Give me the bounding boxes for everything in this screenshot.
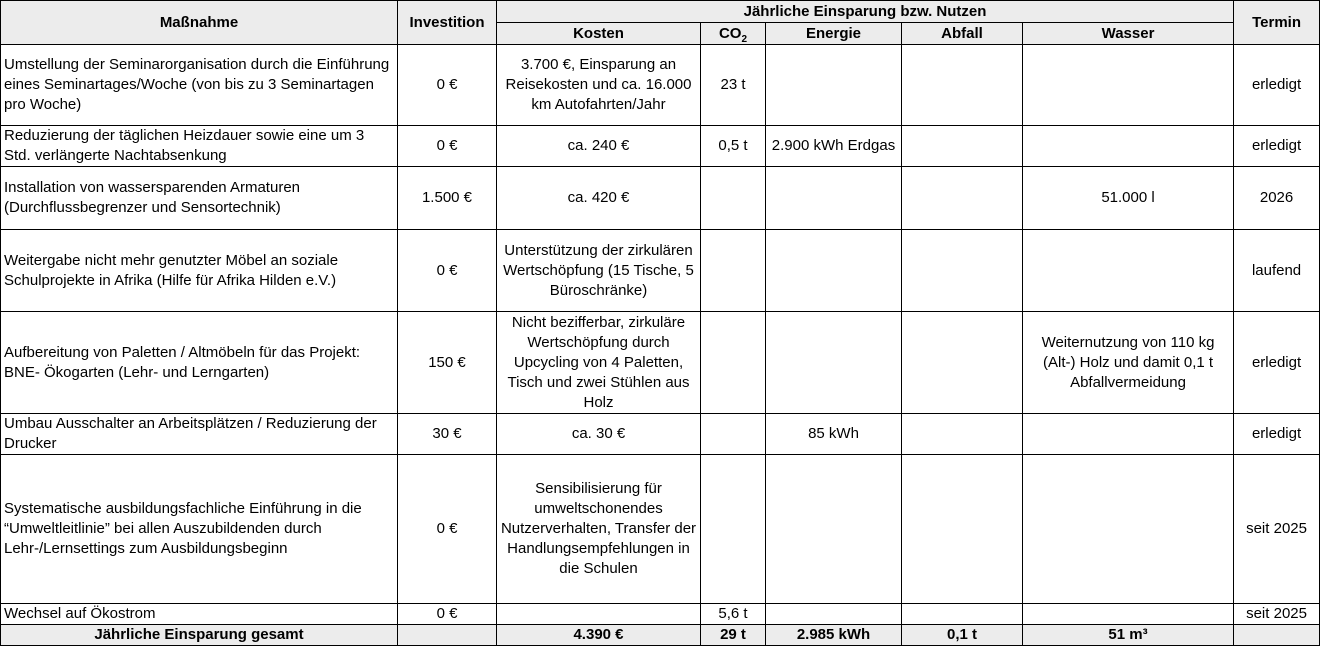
- deadline-cell: seit 2025: [1234, 455, 1320, 604]
- waste-cell: [902, 167, 1023, 230]
- water-cell: [1023, 414, 1234, 455]
- total-investment: [398, 625, 497, 646]
- header-deadline: Termin: [1234, 1, 1320, 45]
- energy-cell: [766, 312, 902, 414]
- deadline-cell: 2026: [1234, 167, 1320, 230]
- total-co2: 29 t: [701, 625, 766, 646]
- deadline-cell: seit 2025: [1234, 604, 1320, 625]
- co2-cell: [701, 455, 766, 604]
- co2-cell: [701, 167, 766, 230]
- table-row: [1, 167, 1320, 230]
- investment-cell: 0 €: [398, 455, 497, 604]
- header-energy: Energie: [766, 23, 902, 45]
- measure-cell: Installation von wassersparenden Armaturen (Durchflussbegrenzer und Sensortechnik): [1, 167, 398, 230]
- measure-cell: Umstellung der Seminarorganisation durch die Einführung eines Seminartages/Woche (von bis zu 3 Seminartagen pro Woche): [1, 45, 398, 126]
- energy-cell: [766, 604, 902, 625]
- table-row: [1, 126, 1320, 167]
- waste-cell: [902, 604, 1023, 625]
- investment-cell: 0 €: [398, 604, 497, 625]
- table-row: [1, 604, 1320, 625]
- co2-cell: [701, 312, 766, 414]
- table-row: [1, 414, 1320, 455]
- energy-cell: 85 kWh: [766, 414, 902, 455]
- costs-cell: [497, 604, 701, 625]
- costs-cell: Nicht bezifferbar, zirkuläre Wertschöpfung durch Upcycling von 4 Paletten, Tisch und zwei Stühlen aus Holz: [497, 312, 701, 414]
- water-cell: [1023, 604, 1234, 625]
- water-cell: [1023, 230, 1234, 312]
- total-label: Jährliche Einsparung gesamt: [1, 625, 398, 646]
- waste-cell: [902, 312, 1023, 414]
- costs-cell: Unterstützung der zirkulären Wertschöpfung (15 Tische, 5 Büroschränke): [497, 230, 701, 312]
- investment-cell: 0 €: [398, 45, 497, 126]
- co2-cell: 23 t: [701, 45, 766, 126]
- energy-cell: [766, 230, 902, 312]
- table-row: [1, 312, 1320, 414]
- costs-cell: Sensibilisierung für umweltschonendes Nutzerverhalten, Transfer der Handlungsempfehlungen in die Schulen: [497, 455, 701, 604]
- total-costs: 4.390 €: [497, 625, 701, 646]
- energy-cell: 2.900 kWh Erdgas: [766, 126, 902, 167]
- investment-cell: 30 €: [398, 414, 497, 455]
- table-row: [1, 455, 1320, 604]
- energy-cell: [766, 167, 902, 230]
- header-water: Wasser: [1023, 23, 1234, 45]
- water-cell: [1023, 455, 1234, 604]
- investment-cell: 1.500 €: [398, 167, 497, 230]
- water-cell: [1023, 45, 1234, 126]
- deadline-cell: erledigt: [1234, 126, 1320, 167]
- waste-cell: [902, 230, 1023, 312]
- investment-cell: 0 €: [398, 230, 497, 312]
- total-energy: 2.985 kWh: [766, 625, 902, 646]
- costs-cell: ca. 30 €: [497, 414, 701, 455]
- header-costs: Kosten: [497, 23, 701, 45]
- co2-cell: 0,5 t: [701, 126, 766, 167]
- measure-cell: Umbau Ausschalter an Arbeitsplätzen / Reduzierung der Drucker: [1, 414, 398, 455]
- measure-cell: Weitergabe nicht mehr genutzter Möbel an soziale Schulprojekte in Afrika (Hilfe für Afrika Hilden e.V.): [1, 230, 398, 312]
- co2-cell: 5,6 t: [701, 604, 766, 625]
- header-investment: Investition: [398, 1, 497, 45]
- total-deadline: [1234, 625, 1320, 646]
- table-row: [1, 45, 1320, 126]
- water-cell: Weiternutzung von 110 kg (Alt-) Holz und damit 0,1 t Abfallvermeidung: [1023, 312, 1234, 414]
- investment-cell: 150 €: [398, 312, 497, 414]
- deadline-cell: erledigt: [1234, 45, 1320, 126]
- measure-cell: Wechsel auf Ökostrom: [1, 604, 398, 625]
- water-cell: [1023, 126, 1234, 167]
- deadline-cell: erledigt: [1234, 312, 1320, 414]
- waste-cell: [902, 126, 1023, 167]
- total-row: [1, 625, 1320, 646]
- header-co2-main: CO: [718, 24, 742, 42]
- measure-cell: Systematische ausbildungsfachliche Einführung in die “Umweltleitlinie” bei allen Auszubildenden durch Lehr-/Lernsettings zum Ausbildungsbeginn: [1, 455, 398, 604]
- energy-cell: [766, 45, 902, 126]
- measure-cell: Reduzierung der täglichen Heizdauer sowie eine um 3 Std. verlängerte Nachtabsenkung: [1, 126, 398, 167]
- waste-cell: [902, 414, 1023, 455]
- total-water: 51 m³: [1023, 625, 1234, 646]
- header-co2-subscript: 2: [741, 33, 748, 45]
- header-waste: Abfall: [902, 23, 1023, 45]
- header-measure: Maßnahme: [1, 1, 398, 45]
- waste-cell: [902, 45, 1023, 126]
- measure-cell: Aufbereitung von Paletten / Altmöbeln für das Projekt: BNE- Ökogarten (Lehr- und Lerngarten): [1, 312, 398, 414]
- deadline-cell: laufend: [1234, 230, 1320, 312]
- header-annual-savings: Jährliche Einsparung bzw. Nutzen: [497, 1, 1234, 23]
- header-co2: [701, 23, 766, 45]
- costs-cell: ca. 420 €: [497, 167, 701, 230]
- deadline-cell: erledigt: [1234, 414, 1320, 455]
- table-row: [1, 230, 1320, 312]
- co2-cell: [701, 414, 766, 455]
- waste-cell: [902, 455, 1023, 604]
- total-waste: 0,1 t: [902, 625, 1023, 646]
- water-cell: 51.000 l: [1023, 167, 1234, 230]
- energy-cell: [766, 455, 902, 604]
- investment-cell: 0 €: [398, 126, 497, 167]
- costs-cell: 3.700 €, Einsparung an Reisekosten und ca. 16.000 km Autofahrten/Jahr: [497, 45, 701, 126]
- co2-cell: [701, 230, 766, 312]
- costs-cell: ca. 240 €: [497, 126, 701, 167]
